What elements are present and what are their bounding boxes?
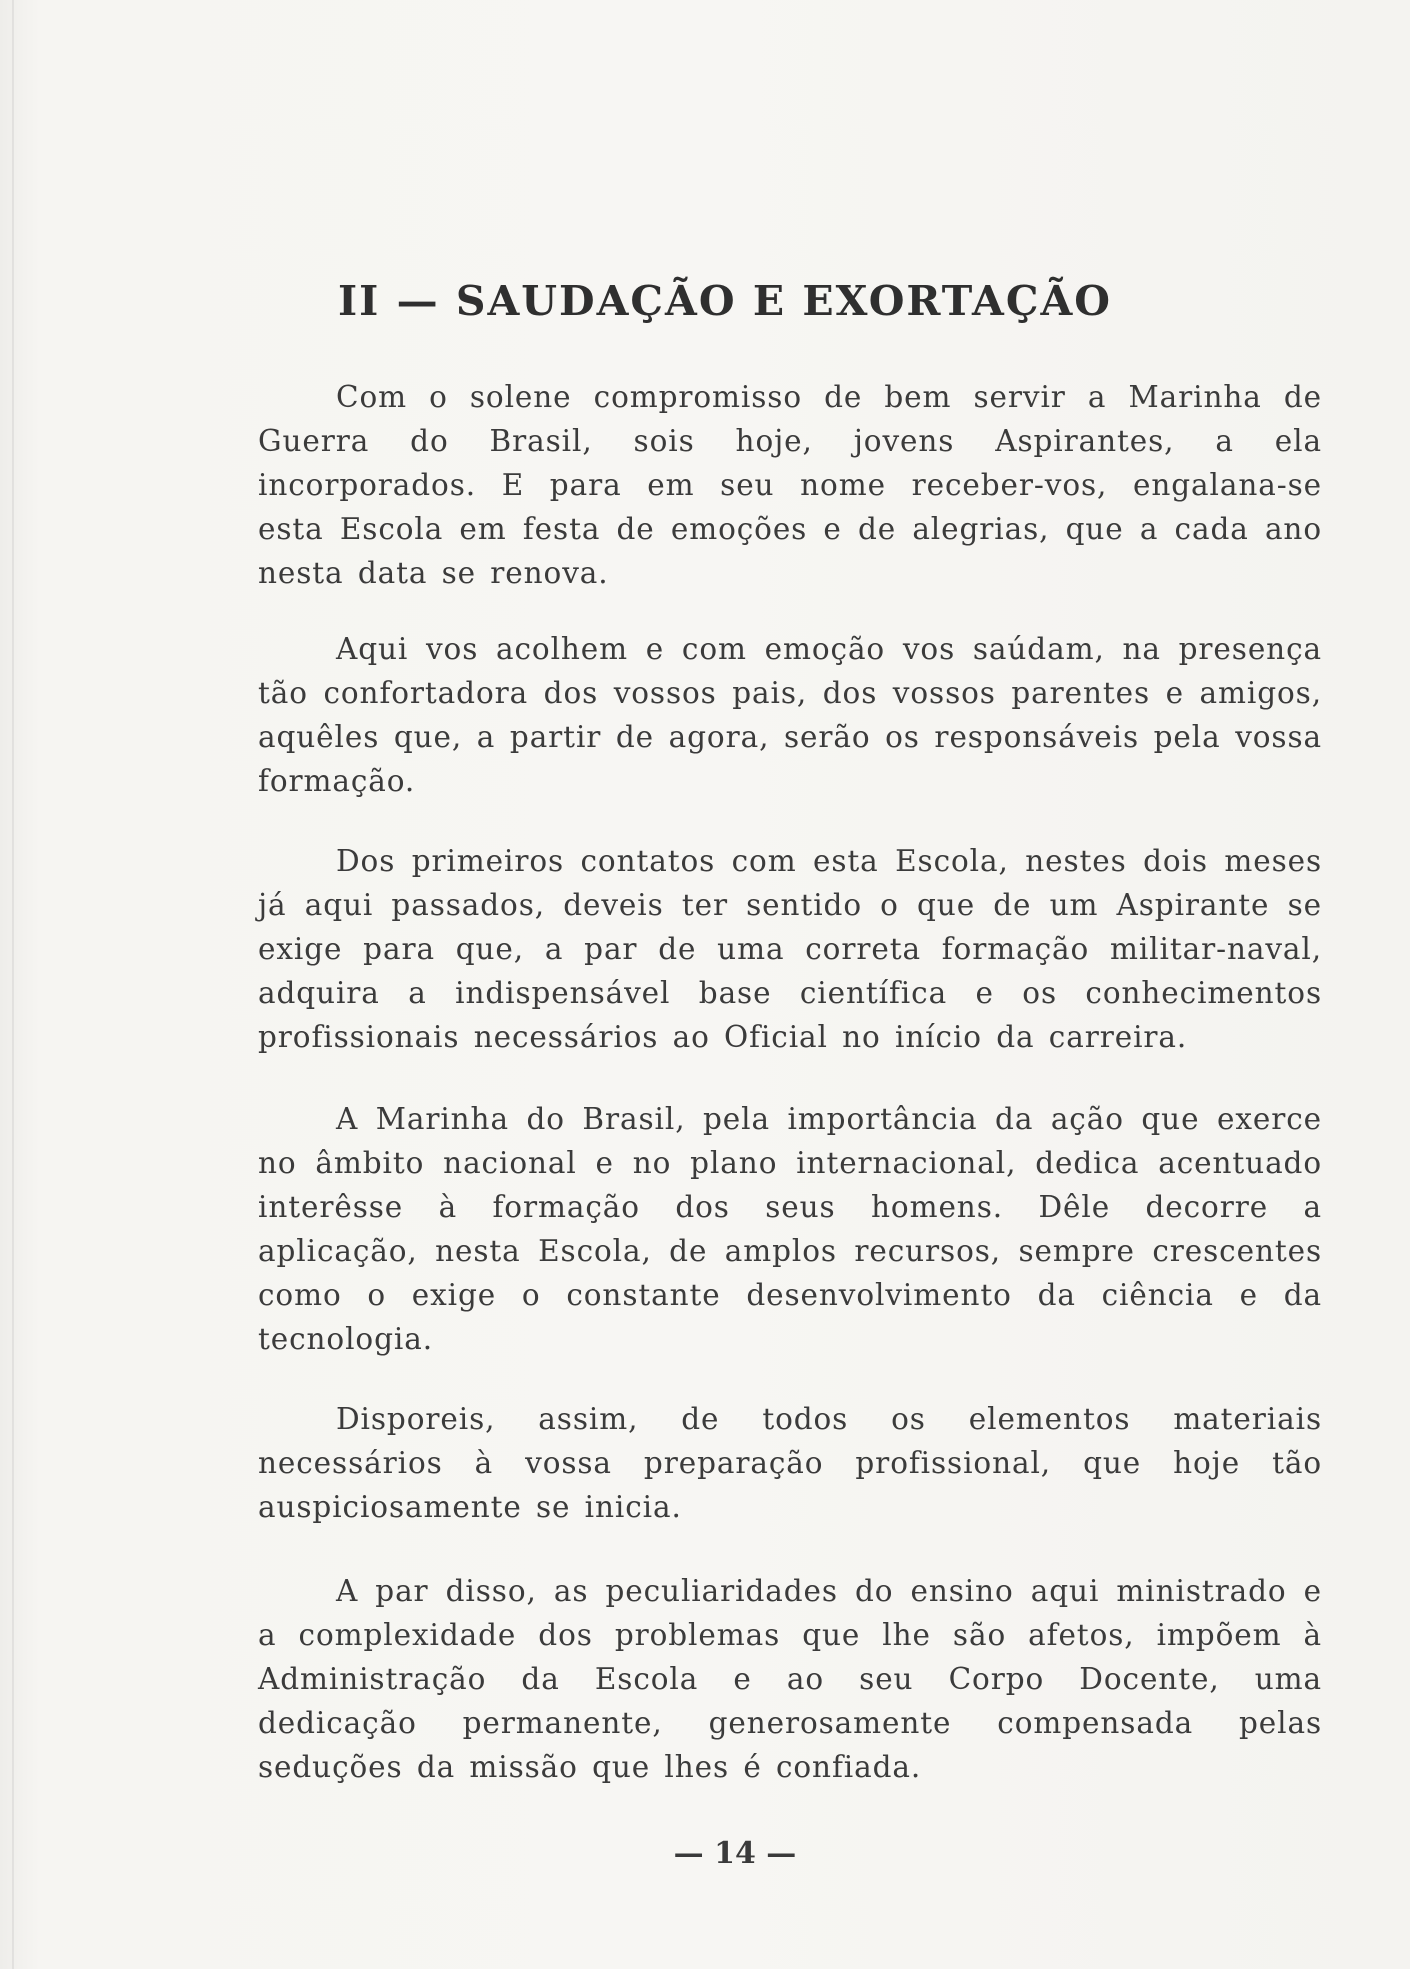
paragraph: Dos primeiros contatos com esta Escola, nestes dois meses já aqui passados, deveis ter sentido o que de um Aspirante se exige para que, a par de uma correta formação militar-naval, adquira a indispensável base científica e os conhecimentos profissionais necessários ao Oficial no início da carreira. xyxy=(258,844,1322,1054)
paragraph: Com o solene compromisso de bem servir a Marinha de Guerra do Brasil, sois hoje, jovens Aspirantes, a ela incorporados. E para em seu nome receber-vos, engalana-se esta Escola em festa de emoções e de alegrias, que a cada ano nesta data se renova. xyxy=(258,380,1322,590)
paragraph: Aqui vos acolhem e com emoção vos saúdam, na presença tão confortadora dos vossos pais, dos vossos parentes e amigos, aquêles que, a partir de agora, serão os responsáveis pela vossa formação. xyxy=(258,632,1322,798)
page-number: — 14 — xyxy=(673,1836,797,1871)
section-heading: II — SAUDAÇÃO E EXORTAÇÃO xyxy=(337,277,1113,325)
paragraph: Disporeis, assim, de todos os elementos materiais necessários à vossa preparação profissional, que hoje tão auspiciosamente se inicia. xyxy=(258,1402,1322,1524)
paragraph: A par disso, as peculiaridades do ensino aqui ministrado e a complexidade dos problemas que lhe são afetos, impõem à Administração da Escola e ao seu Corpo Docente, uma dedicação permanente, generosamente compensada pelas seduções da missão que lhes é confiada. xyxy=(258,1574,1322,1784)
body-text xyxy=(258,375,1322,1825)
paragraph: A Marinha do Brasil, pela importância da ação que exerce no âmbito nacional e no plano internacional, dedica acentuado interêsse à formação dos seus homens. Dêle decorre a aplicação, nesta Escola, de amplos recursos, sempre crescentes como o exige o constante desenvolvimento da ciência e da tecnologia. xyxy=(258,1102,1322,1356)
